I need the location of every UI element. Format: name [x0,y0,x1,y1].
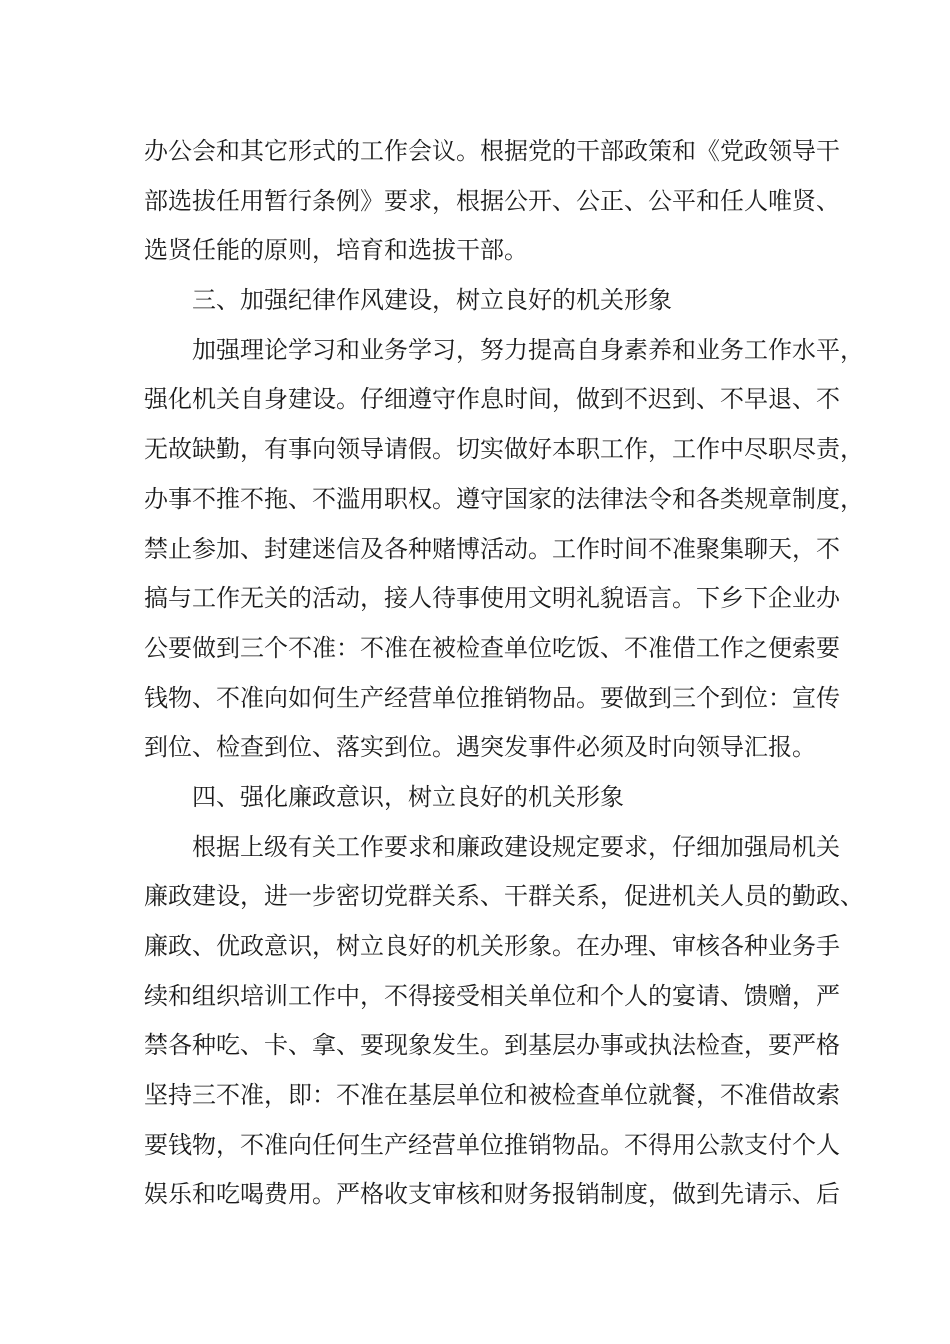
text-line: 娱乐和吃喝费用。严格收支审核和财务报销制度，做到先请示、后 [144,1180,840,1209]
text-line: 无故缺勤，有事向领导请假。切实做好本职工作，工作中尽职尽责， [144,435,864,464]
text-line: 要钱物，不准向任何生产经营单位推销物品。不得用公款支付个人 [144,1130,840,1159]
text-line: 部选拔任用暂行条例》要求，根据公开、公正、公平和任人唯贤、 [144,186,840,215]
text-line: 四、强化廉政意识，树立良好的机关形象 [192,782,624,811]
text-line: 禁止参加、封建迷信及各种赌博活动。工作时间不准聚集聊天，不 [144,534,840,563]
text-line: 续和组织培训工作中，不得接受相关单位和个人的宴请、馈赠，严 [144,981,840,1010]
text-line: 公要做到三个不准：不准在被检查单位吃饭、不准借工作之便索要 [144,633,840,662]
text-line: 坚持三不准，即：不准在基层单位和被检查单位就餐，不准借故索 [144,1081,840,1110]
text-line: 根据上级有关工作要求和廉政建设规定要求，仔细加强局机关 [192,832,840,861]
text-line: 三、加强纪律作风建设，树立良好的机关形象 [192,286,672,315]
text-line: 加强理论学习和业务学习，努力提高自身素养和业务工作水平， [192,335,864,364]
text-line: 选贤任能的原则，培育和选拔干部。 [144,236,528,265]
text-line: 办事不推不拖、不滥用职权。遵守国家的法律法令和各类规章制度， [144,484,864,513]
text-line: 钱物、不准向如何生产经营单位推销物品。要做到三个到位：宣传 [144,683,840,712]
text-line: 强化机关自身建设。仔细遵守作息时间，做到不迟到、不早退、不 [144,385,840,414]
text-line: 廉政建设，进一步密切党群关系、干群关系，促进机关人员的勤政、 [144,882,864,911]
text-line: 搞与工作无关的活动，接人待事使用文明礼貌语言。下乡下企业办 [144,584,840,613]
text-line: 办公会和其它形式的工作会议。根据党的干部政策和《党政领导干 [144,137,840,165]
text-line: 禁各种吃、卡、拿、要现象发生。到基层办事或执法检查，要严格 [144,1031,840,1060]
text-line: 廉政、优政意识，树立良好的机关形象。在办理、审核各种业务手 [144,932,840,960]
body-text [144,127,864,1220]
text-line: 到位、检查到位、落实到位。遇突发事件必须及时向领导汇报。 [144,733,816,762]
